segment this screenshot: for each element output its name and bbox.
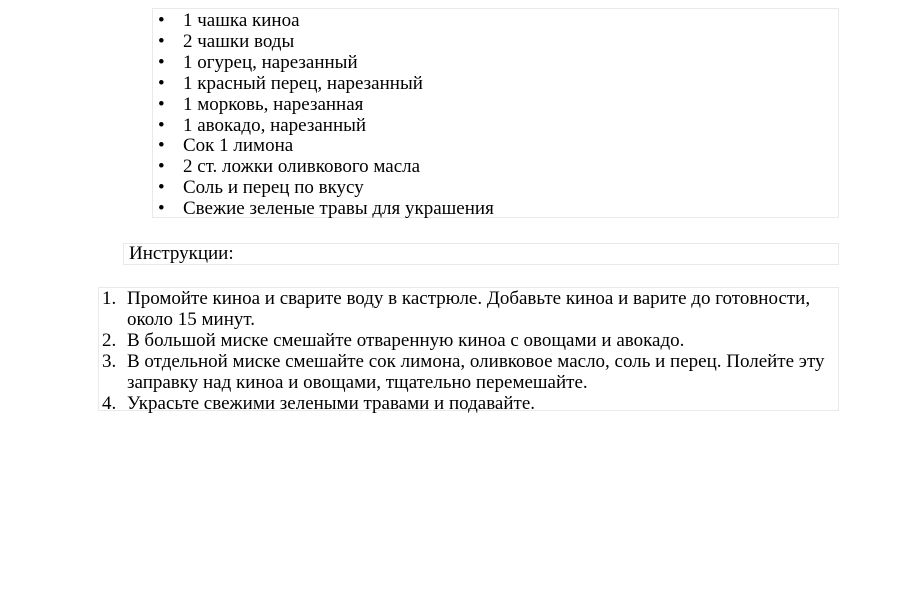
instruction-item: Украсьте свежими зелеными травами и подавайте. [127,392,536,414]
instructions-heading-box [123,243,839,265]
instructions-heading: Инструкции: [129,243,234,264]
instructions-box [98,287,839,414]
ingredient-item: • 1 морковь, нарезанная [153,95,832,116]
ingredient-item: • 1 красный перец, нарезанный [153,74,832,95]
ingredient-item: • 1 чашка киноа [153,11,832,32]
ingredients-box [152,8,839,218]
ingredient-item: • Соль и перец по вкусу [153,178,832,199]
instructions-list [99,289,838,414]
instruction-item: В большой миске смешайте отваренную киноа с овощами и авокадо. [127,329,685,351]
instruction-item: Промойте киноа и сварите воду в кастрюле. Добавьте киноа и варите до готовности, около 15 минут. [127,288,811,330]
ingredient-item: • 1 авокадо, нарезанный [153,116,832,137]
ingredient-item: • Свежие зеленые травы для украшения [153,199,832,220]
ingredient-item: • 2 чашки воды [153,32,832,53]
ingredient-item: • 1 огурец, нарезанный [153,53,832,74]
ingredients-list [153,11,838,220]
ingredient-item: • 2 ст. ложки оливкового масла [153,157,832,178]
ingredient-item: • Сок 1 лимона [153,136,832,157]
instruction-item: В отдельной миске смешайте сок лимона, оливковое масло, соль и перец. Полейте эту заправку над киноа и овощами, тщательно перемешайте. [127,350,825,393]
